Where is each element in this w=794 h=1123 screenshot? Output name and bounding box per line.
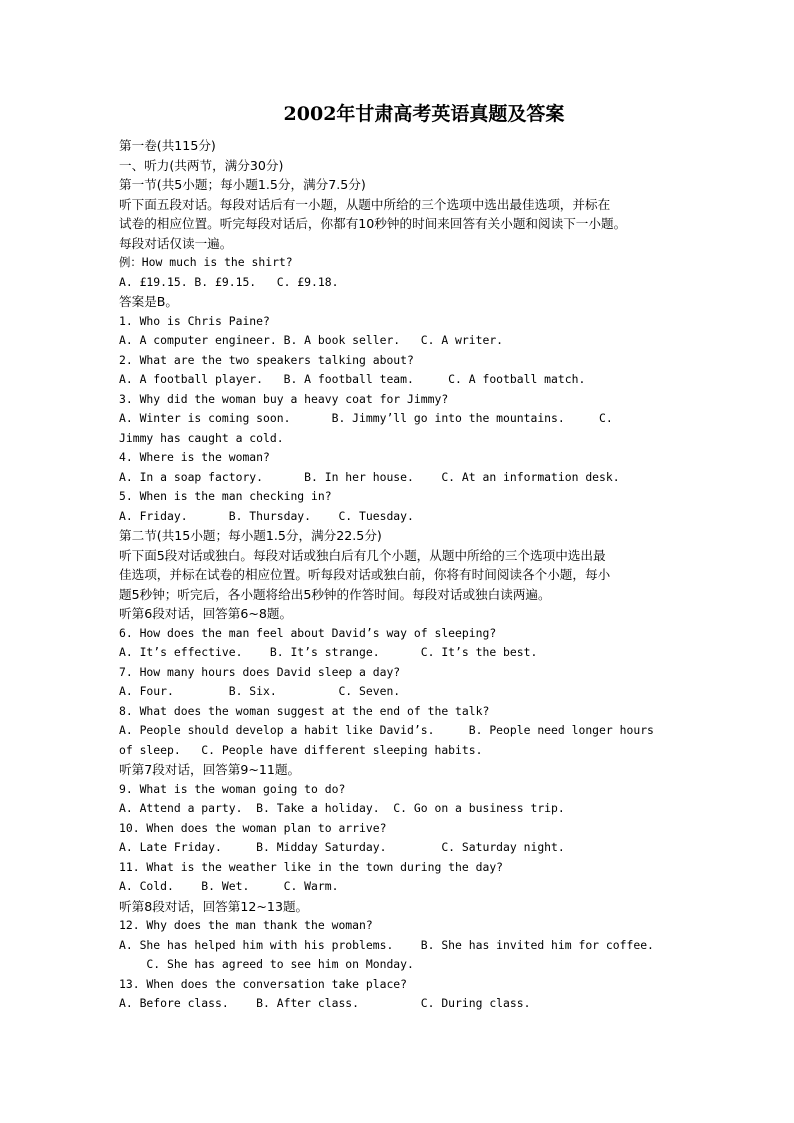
text-line: A. In a soap factory. B. In her house. C. At an information desk. [119,469,620,484]
text-line: A. She has helped him with his problems. B. She has invited him for coffee. [119,937,654,952]
text-line: 每段对话仅读一遍。 [119,235,233,251]
text-line: Jimmy has caught a cold. [119,430,284,445]
text-line: A. Four. B. Six. C. Seven. [119,684,401,698]
text-line: 7. How many hours does David sleep a day? [119,664,401,679]
text-line: 1. Who is Chris Paine? [119,313,270,328]
text-line: A. Friday. B. Thursday. C. Tuesday. [119,508,414,523]
text-line: 答案是B。 [119,294,179,309]
text-line: 6. How does the man feel about David’s way of sleeping? [119,625,497,640]
text-line: 10. When does the woman plan to arrive? [119,820,387,835]
text-line: 9. What is the woman going to do? [119,781,346,796]
text-line: A. £19.15. B. £9.15. C. £9.18. [119,274,339,289]
document-page [119,100,689,1014]
document-title: 2002年甘肃高考英语真题及答案 [283,103,565,125]
text-line: 第一卷(共115分) [119,138,216,153]
text-line: A. Attend a party. B. Take a holiday. C. Go on a business trip. [119,801,565,815]
text-line: 2. What are the two speakers talking about? [119,352,414,367]
text-line: 听下面五段对话。每段对话后有一小题，从题中所给的三个选项中选出最佳选项，并标在 [119,196,611,212]
text-line: 12. Why does the man thank the woman? [119,918,373,932]
text-line: of sleep. C. People have different sleeping habits. [119,742,483,757]
text-line: 3. Why did the woman buy a heavy coat for Jimmy? [119,391,449,406]
text-line: A. Cold. B. Wet. C. Warm. [119,879,339,893]
text-line: A. A football player. B. A football team. C. A football match. [119,372,586,386]
text-line: 8. What does the woman suggest at the end of the talk? [119,703,490,718]
text-line: A. Late Friday. B. Midday Saturday. C. Saturday night. [119,840,565,854]
text-line: 第一节(共5小题；每小题1.5分，满分7.5分) [119,177,366,192]
text-line: A. Winter is coming soon. B. Jimmy’ll go into the mountains. C. [119,411,613,425]
text-line: 第二节(共15小题；每小题1.5分，满分22.5分) [119,528,382,543]
text-line: 例：How much is the shirt? [119,255,293,269]
text-line: A. Before class. B. After class. C. During class. [119,996,531,1010]
text-line: 5. When is the man checking in? [119,489,332,503]
text-line: 题5秒钟；听完后，各小题将给出5秒钟的作答时间。每段对话或独白读两遍。 [119,586,551,602]
text-line: 4. Where is the woman? [119,450,270,464]
text-line: 听下面5段对话或独白。每段对话或独白后有几个小题，从题中所给的三个选项中选出最 [119,547,606,563]
text-line: A. It’s effective. B. It’s strange. C. It’s the best. [119,645,538,659]
text-line: C. She has agreed to see him on Monday. [119,957,414,971]
text-line: 一、听力(共两节，满分30分) [119,157,284,173]
text-line: 佳选项，并标在试卷的相应位置。听每段对话或独白前，你将有时间阅读各个小题，每小 [119,567,611,582]
text-line: A. A computer engineer. B. A book seller. C. A writer. [119,333,504,347]
document-body [119,136,689,1014]
text-line: 11. What is the weather like in the town during the day? [119,859,504,874]
text-line: 听第7段对话，回答第9~11题。 [119,762,301,777]
text-line: 试卷的相应位置。听完每段对话后，你都有10秒钟的时间来回答有关小题和阅读下一小题。 [119,216,627,231]
text-line: 13. When does the conversation take place? [119,976,408,991]
text-line: 听第6段对话，回答第6~8题。 [119,606,293,621]
text-line: 听第8段对话，回答第12~13题。 [119,898,309,914]
text-line: A. People should develop a habit like David’s. B. People need longer hours [119,723,654,737]
